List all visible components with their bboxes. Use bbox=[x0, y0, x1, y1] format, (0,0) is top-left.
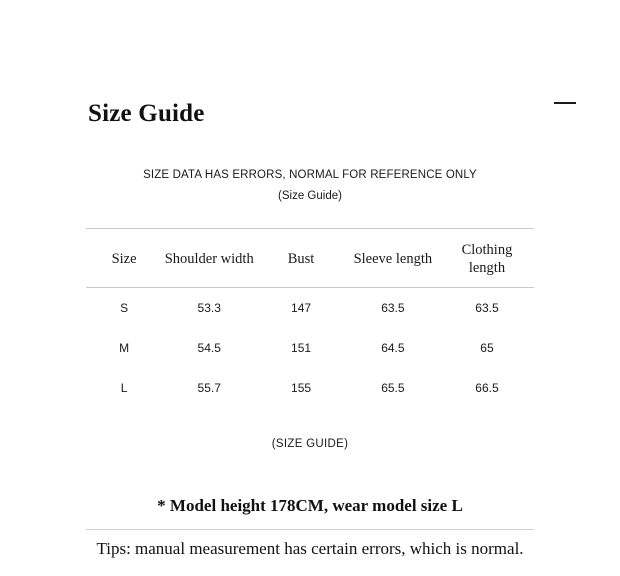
size-table bbox=[86, 228, 534, 408]
cell-clothing-length: 66.5 bbox=[475, 381, 499, 396]
cell-size: M bbox=[119, 341, 130, 356]
cell-bust: 155 bbox=[291, 381, 312, 396]
cell-shoulder-width: 54.5 bbox=[197, 341, 221, 356]
size-guide-subnotice: (Size Guide) bbox=[278, 190, 342, 202]
cell-clothing-length: 65 bbox=[480, 341, 494, 356]
size-guide-caption: (SIZE GUIDE) bbox=[271, 438, 349, 450]
column-header-size: Size bbox=[86, 229, 162, 288]
table-row bbox=[86, 288, 534, 329]
cell-size: S bbox=[120, 301, 129, 316]
cell-shoulder-width: 55.7 bbox=[197, 381, 221, 396]
table-row bbox=[86, 328, 534, 368]
table-row bbox=[86, 368, 534, 408]
page-title: Size Guide bbox=[88, 100, 205, 127]
measurement-tips: Tips: manual measurement has certain errors, which is normal. bbox=[96, 539, 524, 558]
cell-bust: 147 bbox=[291, 301, 312, 316]
table-header-row bbox=[86, 229, 534, 288]
cell-bust: 151 bbox=[291, 341, 312, 356]
cell-sleeve-length: 64.5 bbox=[381, 341, 405, 356]
cell-sleeve-length: 63.5 bbox=[381, 301, 405, 316]
cell-size: L bbox=[120, 381, 128, 396]
cell-clothing-length: 63.5 bbox=[475, 301, 499, 316]
column-header-bust: Bust bbox=[256, 229, 346, 288]
size-table-body bbox=[86, 288, 534, 409]
size-data-notice: SIZE DATA HAS ERRORS, NORMAL FOR REFERENCE ONLY bbox=[143, 169, 477, 181]
cell-sleeve-length: 65.5 bbox=[381, 381, 405, 396]
divider bbox=[86, 529, 534, 530]
cell-shoulder-width: 53.3 bbox=[197, 301, 221, 316]
column-header-clothing-length: Clothing length bbox=[440, 229, 534, 288]
model-height-note: * Model height 178CM, wear model size L bbox=[157, 496, 463, 515]
size-table-header bbox=[86, 229, 534, 288]
column-header-sleeve-length: Sleeve length bbox=[346, 229, 440, 288]
minimize-icon[interactable] bbox=[554, 102, 576, 104]
size-table-wrapper bbox=[86, 228, 534, 408]
column-header-shoulder-width: Shoulder width bbox=[162, 229, 256, 288]
